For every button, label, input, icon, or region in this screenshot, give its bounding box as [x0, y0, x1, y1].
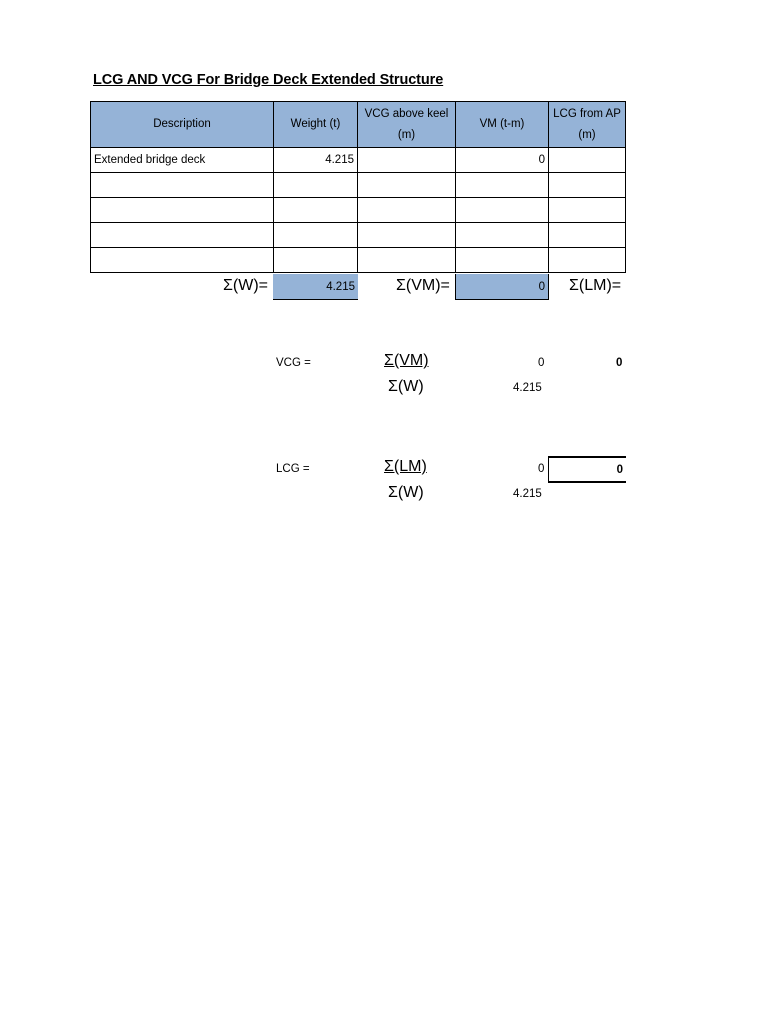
cell-vm[interactable]	[456, 248, 549, 273]
header-vm[interactable]: VM (t-m)	[456, 102, 549, 148]
sum-vm-cell[interactable]: 0	[455, 274, 549, 300]
header-row	[91, 102, 626, 148]
cell-lcg[interactable]	[549, 223, 626, 248]
lcg-result-cell[interactable]: 0	[548, 456, 626, 483]
vcg-result[interactable]: 0	[616, 357, 623, 369]
cell-lcg[interactable]	[549, 248, 626, 273]
weight-table	[90, 101, 626, 273]
lcg-denominator-value[interactable]: 4.215	[513, 488, 542, 500]
sum-weight-label: Σ(W)=	[223, 277, 268, 294]
vcg-denominator: Σ(W)	[388, 378, 424, 395]
cell-weight[interactable]	[274, 223, 358, 248]
cell-lcg[interactable]	[549, 198, 626, 223]
vcg-numerator-value[interactable]: 0	[538, 357, 545, 369]
cell-description[interactable]	[91, 173, 274, 198]
cell-weight[interactable]: 4.215	[274, 148, 358, 173]
table-row	[91, 248, 626, 273]
table-row	[91, 148, 626, 173]
cell-vm[interactable]	[456, 223, 549, 248]
header-weight[interactable]: Weight (t)	[274, 102, 358, 148]
cell-lcg[interactable]	[549, 148, 626, 173]
vcg-denominator-value[interactable]: 4.215	[513, 382, 542, 394]
vcg-numerator: Σ(VM)	[384, 352, 429, 369]
cell-vm[interactable]	[456, 198, 549, 223]
header-vcg[interactable]: VCG above keel (m)	[358, 102, 456, 148]
cell-description[interactable]: Extended bridge deck	[91, 148, 274, 173]
cell-lcg[interactable]	[549, 173, 626, 198]
sheet-title: LCG AND VCG For Bridge Deck Extended Structure	[93, 72, 444, 88]
sum-lm-label: Σ(LM)=	[569, 277, 622, 294]
cell-weight[interactable]	[274, 248, 358, 273]
lcg-numerator-value[interactable]: 0	[538, 463, 545, 475]
table-row	[91, 223, 626, 248]
lcg-label: LCG =	[276, 463, 310, 475]
table-row	[91, 173, 626, 198]
lcg-denominator: Σ(W)	[388, 484, 424, 501]
cell-weight[interactable]	[274, 173, 358, 198]
cell-vcg[interactable]	[358, 173, 456, 198]
cell-vcg[interactable]	[358, 148, 456, 173]
header-lcg[interactable]: LCG from AP (m)	[549, 102, 626, 148]
cell-vm[interactable]	[456, 173, 549, 198]
vcg-label: VCG =	[276, 357, 311, 369]
cell-vcg[interactable]	[358, 223, 456, 248]
cell-vcg[interactable]	[358, 198, 456, 223]
header-description[interactable]: Description	[91, 102, 274, 148]
cell-weight[interactable]	[274, 198, 358, 223]
cell-description[interactable]	[91, 223, 274, 248]
cell-vm[interactable]: 0	[456, 148, 549, 173]
sum-vm-label: Σ(VM)=	[396, 277, 450, 294]
cell-description[interactable]	[91, 248, 274, 273]
cell-vcg[interactable]	[358, 248, 456, 273]
cell-description[interactable]	[91, 198, 274, 223]
table-row	[91, 198, 626, 223]
lcg-numerator: Σ(LM)	[384, 458, 427, 475]
sum-weight-cell[interactable]: 4.215	[273, 274, 358, 300]
